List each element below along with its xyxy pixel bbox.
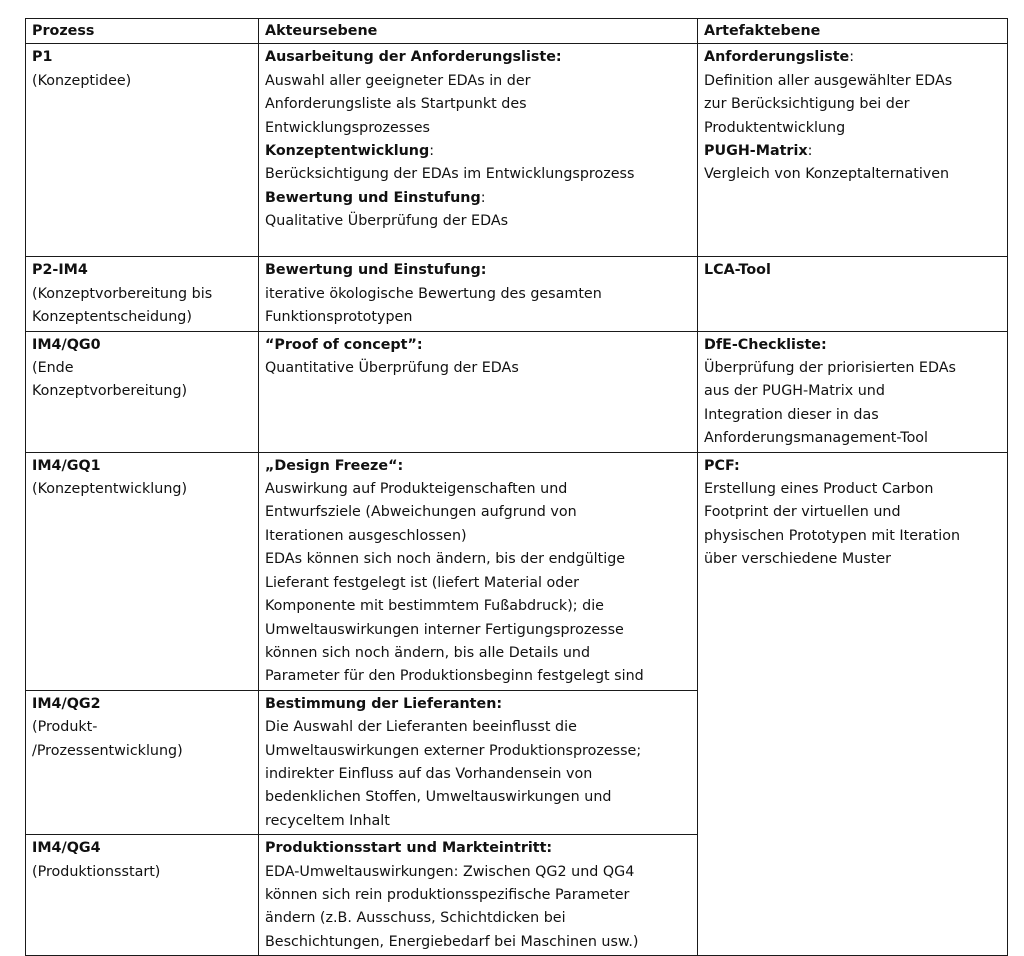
cell-text: Entwicklungsprozesses [265, 119, 430, 136]
cell-heading: Konzeptentwicklung [265, 143, 430, 160]
cell-text: Funktionsprototypen [265, 309, 413, 326]
cell-line [704, 501, 1001, 524]
cell-line [704, 117, 1001, 140]
cell-line [265, 163, 691, 186]
process-id: IM4/GQ1 [32, 457, 101, 474]
header-artifact: Artefaktebene [698, 19, 1008, 44]
cell-text: Quantitative Überprüfung der EDAs [265, 360, 519, 377]
cell-text: Komponente mit bestimmtem Fußabdruck); die [265, 598, 604, 615]
table-row [26, 257, 1008, 331]
process-description: (Ende [32, 360, 74, 377]
process-description: (Konzeptidee) [32, 72, 132, 89]
cell-line [265, 786, 691, 809]
cell-line [704, 334, 1001, 357]
cell-line [265, 210, 691, 233]
process-cell [26, 690, 259, 834]
process-cell [26, 835, 259, 956]
cell-text: Parameter für den Produktionsbeginn festgelegt sind [265, 668, 644, 685]
cell-line [265, 117, 691, 140]
cell-line [265, 740, 691, 763]
actor-cell [259, 835, 698, 956]
process-description: Konzeptvorbereitung) [32, 383, 188, 400]
cell-line [265, 93, 691, 116]
process-description: (Produkt- [32, 719, 98, 736]
cell-heading: Bewertung und Einstufung: [265, 262, 487, 279]
cell-text: Anforderungsliste als Startpunkt des [265, 96, 527, 113]
process-description: (Produktionsstart) [32, 863, 161, 880]
cell-text: Beschichtungen, Energiebedarf bei Maschinen usw.) [265, 933, 639, 950]
cell-text: zur Berücksichtigung bei der [704, 96, 910, 113]
cell-line [265, 642, 691, 665]
cell-line [704, 427, 1001, 450]
cell-text: Erstellung eines Product Carbon [704, 481, 934, 498]
cell-text: bedenklichen Stoffen, Umweltauswirkungen und [265, 789, 612, 806]
process-cell [26, 44, 259, 257]
process-id: IM4/QG4 [32, 840, 101, 857]
cell-text: : [480, 189, 486, 206]
table-row [26, 44, 1008, 257]
cell-line [265, 716, 691, 739]
cell-line [265, 693, 691, 716]
cell-text: Qualitative Überprüfung der EDAs [265, 213, 509, 230]
cell-text: Definition aller ausgewählter EDAs [704, 72, 953, 89]
cell-text: Überprüfung der priorisierten EDAs [704, 360, 956, 377]
artifact-cell [698, 331, 1008, 452]
cell-text: können sich noch ändern, bis alle Details und [265, 644, 591, 661]
process-description: (Konzeptvorbereitung bis [32, 285, 213, 302]
cell-text: : [429, 143, 435, 160]
cell-text: Berücksichtigung der EDAs im Entwicklungsprozess [265, 166, 635, 183]
cell-text: über verschiedene Muster [704, 551, 892, 568]
cell-line [265, 572, 691, 595]
cell-text: Produktentwicklung [704, 119, 846, 136]
cell-text: Umweltauswirkungen interner Fertigungsprozesse [265, 621, 624, 638]
cell-line [704, 404, 1001, 427]
cell-line [265, 455, 691, 478]
process-id: IM4/QG2 [32, 695, 101, 712]
cell-text: Anforderungsmanagement-Tool [704, 430, 929, 447]
cell-line [704, 70, 1001, 93]
process-description: /Prozessentwicklung) [32, 742, 183, 759]
artifact-cell [698, 257, 1008, 331]
cell-text: Die Auswahl der Lieferanten beeinflusst die [265, 719, 577, 736]
cell-line [265, 259, 691, 282]
cell-line [265, 70, 691, 93]
cell-text: Lieferant festgelegt ist (liefert Material oder [265, 574, 580, 591]
actor-cell [259, 44, 698, 257]
cell-heading: PCF: [704, 457, 740, 474]
cell-line [704, 259, 1001, 282]
cell-line [265, 548, 691, 571]
cell-text: iterative ökologische Bewertung des gesamten [265, 285, 602, 302]
header-actor: Akteursebene [259, 19, 698, 44]
process-id: P2-IM4 [32, 262, 88, 279]
cell-line [704, 548, 1001, 571]
cell-line [265, 884, 691, 907]
cell-line [265, 763, 691, 786]
cell-line [265, 931, 691, 954]
cell-line [265, 665, 691, 688]
process-cell [26, 331, 259, 452]
process-id: P1 [32, 49, 53, 66]
cell-line [265, 837, 691, 860]
cell-heading: PUGH-Matrix [704, 143, 808, 160]
cell-text: Umweltauswirkungen externer Produktionsprozesse; [265, 742, 642, 759]
cell-text: indirekter Einfluss auf das Vorhandensein von [265, 765, 593, 782]
cell-line [704, 140, 1001, 163]
cell-line [265, 619, 691, 642]
cell-line [265, 525, 691, 548]
cell-line [265, 140, 691, 163]
cell-line [704, 163, 1001, 186]
cell-line [265, 810, 691, 833]
cell-line [265, 187, 691, 210]
cell-line [265, 861, 691, 884]
cell-text: Iterationen ausgeschlossen) [265, 527, 467, 544]
process-cell [26, 452, 259, 690]
cell-text: Entwurfsziele (Abweichungen aufgrund von [265, 504, 577, 521]
cell-heading: DfE-Checkliste: [704, 336, 827, 353]
cell-line [265, 283, 691, 306]
cell-text: EDAs können sich noch ändern, bis der endgültige [265, 551, 626, 568]
process-cell [26, 257, 259, 331]
cell-line [704, 357, 1001, 380]
cell-heading: Ausarbeitung der Anforderungsliste: [265, 49, 562, 66]
actor-cell [259, 690, 698, 834]
cell-line [265, 334, 691, 357]
header-row [26, 19, 1008, 44]
cell-text: recyceltem Inhalt [265, 812, 390, 829]
actor-cell [259, 331, 698, 452]
cell-text: EDA-Umweltauswirkungen: Zwischen QG2 und QG4 [265, 863, 635, 880]
table-row [26, 452, 1008, 690]
table-row [26, 331, 1008, 452]
cell-text: Integration dieser in das [704, 406, 879, 423]
actor-cell [259, 257, 698, 331]
process-id: IM4/QG0 [32, 336, 101, 353]
cell-line [265, 501, 691, 524]
cell-line [265, 357, 691, 380]
cell-line [704, 478, 1001, 501]
cell-text: : [849, 49, 855, 66]
cell-text: physischen Prototypen mit Iteration [704, 527, 961, 544]
cell-line [265, 595, 691, 618]
process-description: Konzeptentscheidung) [32, 309, 192, 326]
cell-text: ändern (z.B. Ausschuss, Schichtdicken bei [265, 910, 566, 927]
process-description: (Konzeptentwicklung) [32, 481, 188, 498]
cell-line [265, 478, 691, 501]
cell-line [704, 93, 1001, 116]
actor-cell [259, 452, 698, 690]
artifact-cell [698, 44, 1008, 257]
cell-text: Auswahl aller geeigneter EDAs in der [265, 72, 531, 89]
cell-text: können sich rein produktionsspezifische Parameter [265, 886, 630, 903]
cell-text: aus der PUGH-Matrix und [704, 383, 885, 400]
cell-line [265, 306, 691, 329]
cell-line [704, 46, 1001, 69]
cell-heading: „Design Freeze“: [265, 457, 404, 474]
cell-line [265, 46, 691, 69]
cell-heading: Bestimmung der Lieferanten: [265, 695, 503, 712]
cell-text: Footprint der virtuellen und [704, 504, 901, 521]
cell-heading: Bewertung und Einstufung [265, 189, 481, 206]
cell-heading: LCA-Tool [704, 262, 771, 279]
artifact-cell [698, 452, 1008, 956]
cell-line [265, 907, 691, 930]
cell-heading: Produktionsstart und Markteintritt: [265, 840, 553, 857]
cell-text: Vergleich von Konzeptalternativen [704, 166, 950, 183]
cell-line [704, 380, 1001, 403]
process-table [25, 18, 1008, 956]
cell-line [704, 525, 1001, 548]
cell-heading: “Proof of concept”: [265, 336, 423, 353]
cell-heading: Anforderungsliste [704, 49, 850, 66]
header-process: Prozess [26, 19, 259, 44]
cell-text: : [807, 143, 813, 160]
cell-line [704, 455, 1001, 478]
cell-text: Auswirkung auf Produkteigenschaften und [265, 481, 568, 498]
